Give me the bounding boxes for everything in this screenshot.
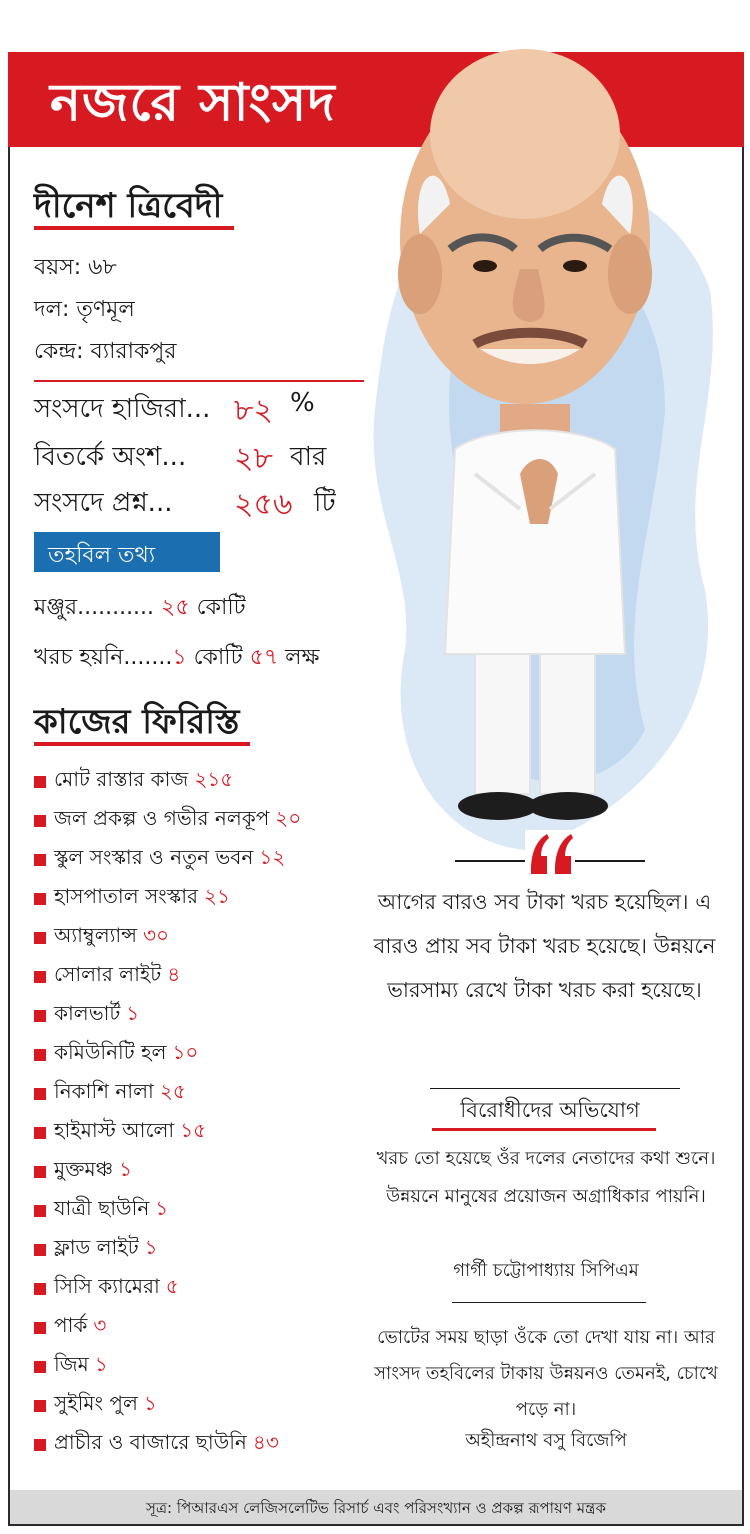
list-item: [34, 801, 301, 840]
red-square-bullet-icon: [34, 815, 46, 827]
stat-attendance: [34, 388, 315, 432]
fund-sanctioned: [34, 590, 246, 627]
works-underline: [34, 742, 250, 746]
work-label: হাইমাস্ট আলো: [54, 1118, 175, 1142]
stat-value: ২৮: [234, 441, 273, 476]
red-square-bullet-icon: [34, 1205, 46, 1217]
opposition-speaker-1: গার্গী চট্টোপাধ্যায় সিপিএম: [453, 1260, 639, 1281]
stat-label: সংসদে প্রশ্ন...: [34, 488, 173, 518]
fund-sanctioned-label: মঞ্জুর...........: [34, 595, 155, 620]
work-label: কালভার্ট: [54, 1001, 121, 1025]
fund-sanctioned-unit: কোটি: [196, 595, 246, 620]
work-label: নিকাশি নালা: [54, 1079, 154, 1103]
work-label: ফ্লাড লাইট: [54, 1235, 139, 1259]
opposition-speaker-2: অহীন্দ্রনাথ বসু বিজেপি: [465, 1430, 627, 1451]
red-square-bullet-icon: [34, 1361, 46, 1373]
work-value: ৩: [93, 1313, 107, 1337]
work-value: ১: [94, 1352, 108, 1376]
red-square-bullet-icon: [34, 1049, 46, 1061]
list-item: [34, 879, 301, 918]
opposition-divider: [430, 1088, 680, 1089]
red-square-bullet-icon: [34, 932, 46, 944]
work-value: ২৫: [159, 1079, 186, 1103]
red-square-bullet-icon: [34, 1439, 46, 1451]
work-label: সোলার লাইট: [54, 962, 162, 986]
red-square-bullet-icon: [34, 971, 46, 983]
red-square-bullet-icon: [34, 1400, 46, 1412]
work-value: ১২: [259, 845, 286, 869]
list-item: [34, 957, 301, 996]
work-value: ১: [119, 1157, 133, 1181]
page-title: নজরে সাংসদ: [50, 73, 336, 133]
work-value: ১: [144, 1235, 158, 1259]
work-value: ১: [143, 1391, 157, 1415]
list-item: [34, 1269, 301, 1308]
works-list: [34, 762, 301, 1464]
red-square-bullet-icon: [34, 1010, 46, 1022]
fund-unspent-crore-unit: কোটি: [193, 645, 243, 670]
stat-label: বিতর্কে অংশ...: [34, 442, 187, 472]
fund-unspent-crore: ১: [172, 645, 187, 670]
list-item: [34, 1191, 301, 1230]
red-square-bullet-icon: [34, 1166, 46, 1178]
list-item: [34, 1308, 301, 1347]
work-label: সুইমিং পুল: [54, 1391, 138, 1415]
mp-quote: আগের বারও সব টাকা খরচ হয়েছিল। এ বারও প্রায় সব টাকা খরচ হয়েছে। উন্নয়নে ভারসাম্য রেখে টাকা খরচ করা হয়েছে।: [373, 890, 716, 1002]
work-label: জল প্রকল্প ও গভীর নলকূপ: [54, 806, 270, 830]
work-label: যাত্রী ছাউনি: [54, 1196, 150, 1220]
stat-value: ২৫৬: [234, 487, 293, 522]
stat-questions: [34, 482, 336, 526]
red-square-bullet-icon: [34, 893, 46, 905]
mp-constituency: কেন্দ্র: ব্যারাকপুর: [34, 339, 177, 364]
work-value: ২০: [275, 806, 302, 830]
list-item: [34, 1347, 301, 1386]
list-item: [34, 1113, 301, 1152]
fund-info-tag: তহবিল তথ্য: [34, 532, 220, 572]
work-label: সিসি ক্যামেরা: [54, 1274, 160, 1298]
fund-unspent: [34, 640, 319, 677]
work-value: ৩০: [142, 923, 169, 947]
work-value: ১: [126, 1001, 140, 1025]
work-value: ৪: [167, 962, 181, 986]
opposition-statement-1: খরচ তো হয়েছে ওঁর দলের নেতাদের কথা শুনে। উন্নয়নে মানুষের প্রয়োজন অগ্রাধিকার পায়নি।: [376, 1148, 716, 1207]
red-square-bullet-icon: [34, 1283, 46, 1295]
work-value: ২১৫: [194, 767, 234, 791]
list-item: [34, 1386, 301, 1425]
red-square-bullet-icon: [34, 854, 46, 866]
mp-party: দল: তৃণমূল: [34, 297, 135, 322]
work-label: স্কুল সংস্কার ও নতুন ভবন: [54, 845, 254, 869]
work-label: জিম: [54, 1352, 89, 1376]
work-value: ২১: [204, 884, 230, 908]
work-label: পার্ক: [54, 1313, 88, 1337]
name-underline: [34, 226, 234, 230]
stat-label: সংসদে হাজিরা...: [34, 394, 211, 424]
red-square-bullet-icon: [34, 776, 46, 788]
work-label: প্রাচীর ও বাজারে ছাউনি: [54, 1430, 247, 1454]
work-label: অ্যাম্বুল্যান্স: [54, 923, 137, 947]
source-footer: সূত্র: পিআরএস লেজিসলেটিভ রিসার্চ এবং পরিসংখ্যান ও প্রকল্প রূপায়ণ মন্ত্রক: [10, 1490, 742, 1524]
fund-unspent-label: খরচ হয়নি.......: [34, 645, 173, 670]
list-item: [34, 918, 301, 957]
fund-unspent-lakh: ৫৭: [249, 645, 279, 670]
fund-unspent-lakh-unit: লক্ষ: [285, 645, 320, 670]
stat-value: ৮২: [234, 393, 273, 428]
red-square-bullet-icon: [34, 1127, 46, 1139]
work-label: হাসপাতাল সংস্কার: [54, 884, 198, 908]
mp-caricature-illustration: [380, 4, 690, 834]
stat-unit: বার: [290, 442, 327, 472]
mp-age: বয়স: ৬৮: [34, 255, 117, 280]
stat-unit: %: [290, 388, 315, 418]
works-title: কাজের ফিরিস্তি: [34, 702, 240, 742]
red-square-bullet-icon: [34, 1244, 46, 1256]
work-value: ১: [155, 1196, 169, 1220]
fund-sanctioned-value: ২৫: [161, 595, 190, 620]
list-item: [34, 840, 301, 879]
work-value: ৫: [165, 1274, 179, 1298]
work-value: ১০: [172, 1040, 199, 1064]
red-square-bullet-icon: [34, 1322, 46, 1334]
list-item: [34, 1230, 301, 1269]
red-square-bullet-icon: [34, 1088, 46, 1100]
list-item: [34, 1035, 301, 1074]
opposition-title: বিরোধীদের অভিযোগ: [460, 1098, 640, 1122]
list-item: [34, 1074, 301, 1113]
list-item: [34, 996, 301, 1035]
work-value: ৪৩: [252, 1430, 279, 1454]
list-item: [34, 762, 301, 801]
mp-name: দীনেশ ত্রিবেদী: [34, 186, 223, 226]
section-divider: [34, 380, 364, 382]
work-value: ১৫: [180, 1118, 207, 1142]
opposition-underline: [432, 1128, 656, 1131]
work-label: মুক্তমঞ্চ: [54, 1157, 114, 1181]
opposition-statement-2: ভোটের সময় ছাড়া ওঁকে তো দেখা যায় না। আর সাংসদ তহবিলের টাকায় উন্নয়নও তেমনই, চোখে পড়ে না।: [374, 1327, 718, 1420]
list-item: [34, 1425, 301, 1464]
work-label: কমিউনিটি হল: [54, 1040, 167, 1064]
work-label: মোট রাস্তার কাজ: [54, 767, 189, 791]
opposition-separator: [452, 1302, 646, 1303]
list-item: [34, 1152, 301, 1191]
stat-debates: [34, 436, 327, 480]
stat-unit: টি: [314, 488, 336, 518]
